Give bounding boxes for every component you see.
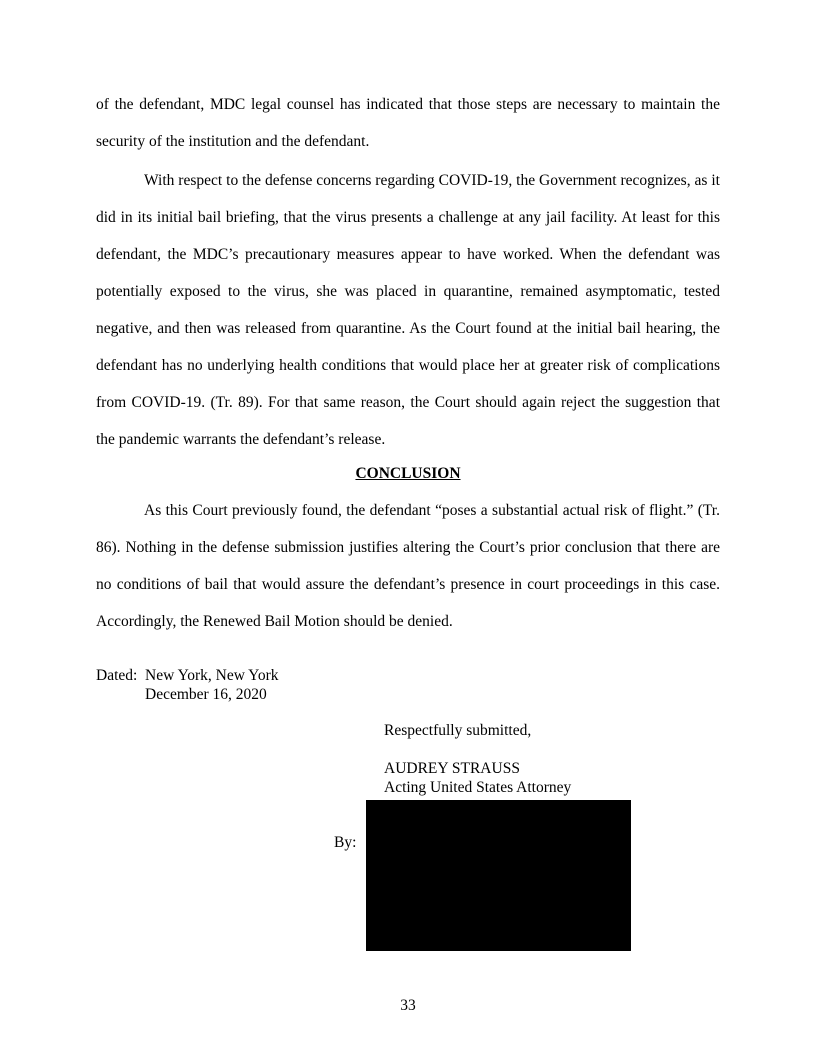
paragraph-mdc-security: of the defendant, MDC legal counsel has indicated that those steps are necessary to maintain the security of the institution and the defendant. [96,96,720,150]
dated-label: Dated: [96,667,138,684]
paragraph-conclusion: As this Court previously found, the defendant “poses a substantial actual risk of flight.” (Tr. 86). Nothing in the defense submission justifies altering the Court’s prior conclusion that there are no conditions of bail that would assure the defendant’s presence in court proceedings in this case. Accordingly, the Renewed Bail Motion should be denied. [96,502,720,630]
attorney-title: Acting United States Attorney [384,779,572,796]
section-heading-conclusion: CONCLUSION [355,465,461,482]
closing-line: Respectfully submitted, [384,722,532,739]
document-page [96,0,720,1056]
signature-redaction-box [366,800,631,951]
attorney-name: AUDREY STRAUSS [384,760,520,777]
paragraph-covid-19: With respect to the defense concerns regarding COVID-19, the Government recognizes, as it did in its initial bail briefing, that the virus presents a challenge at any jail facility. At least for this defendant, the MDC’s precautionary measures appear to have worked. When the defendant was potentially exposed to the virus, she was placed in quarantine, remained asymptomatic, tested negative, and then was released from quarantine. As the Court found at the initial bail hearing, the defendant has no underlying health conditions that would place her at greater risk of complications from COVID-19. (Tr. 89). For that same reason, the Court should again reject the suggestion that the pandemic warrants the defendant’s release. [96,172,720,448]
attorney-block [384,759,571,797]
dated-date: December 16, 2020 [145,686,267,703]
page-number: 33 [400,997,416,1014]
dated-place: New York, New York [145,667,279,684]
by-label: By: [334,834,357,851]
dated-block [96,666,279,704]
